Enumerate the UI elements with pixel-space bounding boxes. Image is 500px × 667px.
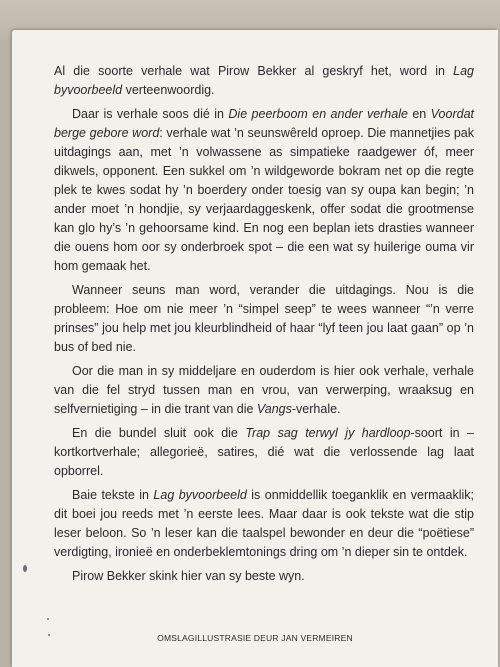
paragraph-text: en	[407, 107, 431, 121]
cover-illustration-credit: OMSLAGILLUSTRASIE DEUR JAN VERMEIREN	[157, 633, 353, 643]
blurb-paragraph	[54, 486, 474, 562]
paragraph-text: -verhale.	[291, 402, 341, 416]
book-title-text: Lag byvoorbeeld	[153, 488, 247, 502]
paragraph-text: : verhale wat ’n seunswêreld oproep. Die mannetjies pak uitdagings aan, met ’n volwassene as simpatieke raadgewer óf, meer dikwels, opponent. Een sukkel om ’n wildgeworde bokram net op die regte plek te kwes sodat hy ’n boerdery onder toesig van sy oupa kan begin; ’n ander moet ’n hondjie, sy verjaardaggeskenk, offer sodat die grootmense kan glo hy’s ’n gehoorsame kind. En nog een beplan iets drasties wanneer die ouens hom oor sy onderbroek spot – die een wat sy huilerige ouma vir hom gemaak het.	[54, 126, 474, 273]
book-title-text: Lag byvoorbeeld	[54, 64, 474, 97]
blurb-paragraph	[54, 62, 474, 100]
paragraph-text: Baie tekste in	[72, 488, 154, 502]
ink-spot	[23, 565, 27, 572]
blurb-text	[54, 62, 474, 591]
paragraph-text: Daar is verhale soos dié in	[72, 107, 229, 121]
book-title-text: Trap sag terwyl jy hardloop	[245, 426, 411, 440]
blurb-paragraph	[54, 105, 474, 276]
book-title-text: Vangs	[256, 402, 292, 416]
paragraph-text: En die bundel sluit ook die	[72, 426, 246, 440]
paragraph-text: -soort in – kortkortverhale; allegorieë, satires, dié wat die verlossende lag laat opborrel.	[54, 426, 474, 478]
blurb-paragraph	[54, 281, 474, 357]
ink-dot	[47, 618, 49, 620]
paragraph-text: verteenwoordig.	[122, 83, 215, 97]
blurb-paragraph	[54, 362, 474, 419]
blurb-paragraph	[54, 424, 474, 481]
paragraph-text: Wanneer seuns man word, verander die uitdagings. Nou is die probleem: Hoe om nie meer ’n “simpel seep” te wees wanneer “’n verre prinses” jou help met jou kleurblindheid of haar “lyf teen jou laat gaan” op ’n bus of bed nie.	[54, 283, 474, 354]
paragraph-text: is onmiddellik toeganklik en vermaaklik; dit boei jou reeds met ’n eerste lees. Maar daar is ook tekste wat die stip leser beloon. So ’n leser kan die taalspel bewonder en deur die “poëtiese” verdigting, ironieë en onderbeklemtonings dring om ’n dieper sin te ontdek.	[54, 488, 474, 559]
paragraph-text: Al die soorte verhale wat Pirow Bekker al geskryf het, word in	[54, 64, 454, 78]
paragraph-text: Oor die man in sy middeljare en ouderdom is hier ook verhale, verhale van die fel stryd tussen man en vrou, van verwerping, wraaksug en selfvernietiging – in die trant van die	[54, 364, 474, 416]
paragraph-text: Pirow Bekker skink hier van sy beste wyn.	[72, 569, 305, 583]
book-title-text: Die peerboom en ander verhale	[228, 107, 408, 121]
book-title-text: Voordat berge gebore word	[54, 107, 474, 140]
blurb-paragraph	[54, 567, 474, 586]
